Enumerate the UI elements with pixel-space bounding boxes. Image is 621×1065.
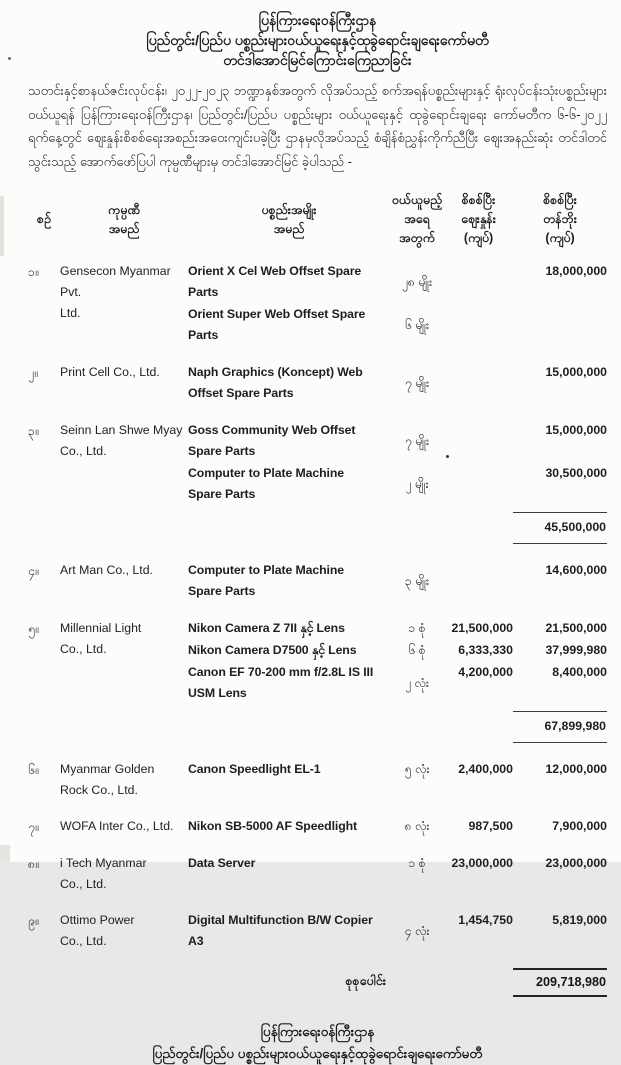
- scan-speck: [8, 57, 11, 60]
- company-name-line: Art Man Co., Ltd.: [60, 563, 153, 577]
- item-row: [188, 463, 607, 505]
- item-quantity: ၁ စုံ: [408, 856, 426, 870]
- item-name: Goss Community Web Offset Spare Parts: [188, 423, 356, 458]
- item-price: 6,333,330: [458, 643, 513, 657]
- company-name: [60, 420, 188, 545]
- item-price: 21,500,000: [451, 621, 513, 635]
- item-quantity: ၃ မျိုး: [404, 573, 430, 588]
- company-name-line: Ottimo Power: [60, 913, 135, 927]
- row-number: ၂။: [28, 366, 38, 380]
- table-row: [28, 420, 607, 545]
- company-name-line: Millennial Light: [60, 621, 142, 635]
- company-name-line: Co., Ltd.: [60, 877, 107, 891]
- item-quantity: ၅ လုံး: [404, 762, 430, 776]
- item-list: [188, 261, 607, 347]
- table-row: [28, 759, 607, 801]
- company-name-line: WOFA Inter Co., Ltd.: [60, 819, 174, 833]
- item-value: 5,819,000: [552, 913, 607, 927]
- item-row: [188, 816, 607, 837]
- title-line-ministry: ပြန်ကြားရေးဝန်ကြီးဌာန: [258, 12, 377, 28]
- table-row: [28, 853, 607, 895]
- item-name: Canon Speedlight EL-1: [188, 762, 321, 776]
- subtotal-row: [188, 711, 607, 743]
- row-number: ၆။: [28, 763, 39, 777]
- header-item: ပစ္စည်းအမျိုး အမည်: [261, 202, 317, 236]
- item-list: [188, 759, 607, 801]
- item-row: [188, 261, 607, 303]
- header-value: စိစစ်ပြီး တန်ဘိုး (ကျပ်): [543, 193, 577, 245]
- item-list: [188, 853, 607, 895]
- document-footer: [28, 1021, 607, 1065]
- item-row: [188, 853, 607, 874]
- item-quantity: ၂ လုံး: [404, 675, 430, 690]
- company-name-line: Gensecon Myanmar Pvt.: [60, 264, 171, 299]
- item-quantity: ၂ မျိုး: [405, 476, 429, 491]
- row-number: ၄။: [28, 564, 39, 578]
- item-name: Computer to Plate Machine Spare Parts: [188, 466, 345, 501]
- item-row: [188, 910, 607, 952]
- table-row: [28, 816, 607, 838]
- item-quantity: ၇ မျိုး: [404, 433, 430, 448]
- header-no: စဉ်: [37, 212, 51, 226]
- item-name: Naph Graphics (Koncept) Web Offset Spare Parts: [188, 365, 363, 400]
- company-name-line: Co., Ltd.: [60, 934, 107, 948]
- row-number: ၃။: [28, 424, 39, 438]
- row-number: ၁။: [28, 265, 39, 279]
- subtotal-row: [188, 512, 607, 544]
- item-price: 23,000,000: [451, 856, 513, 870]
- item-value: 30,500,000: [545, 466, 607, 480]
- item-quantity: ၈ လုံး: [404, 819, 430, 833]
- title-line-committee: ပြည်တွင်း/ပြည်ပ ပစ္စည်းများဝယ်ယူရေးနှင့်ထုခွဲရောင်းချရေးကော်မတီ: [146, 32, 489, 48]
- company-name-line: Seinn Lan Shwe Myay: [60, 423, 183, 437]
- item-quantity: ၂၈ မျိုး: [401, 274, 433, 289]
- item-row: [188, 420, 607, 462]
- company-name-line: Print Cell Co., Ltd.: [60, 365, 160, 379]
- company-name-line: Ltd.: [60, 306, 81, 320]
- item-name: Computer to Plate Machine Spare Parts: [188, 563, 345, 598]
- item-price: 2,400,000: [458, 762, 513, 776]
- grand-total-value: 209,718,980: [513, 968, 607, 997]
- company-name-line: i Tech Myanmar: [60, 856, 147, 870]
- company-name: [60, 853, 188, 895]
- item-value: 7,900,000: [552, 819, 607, 833]
- intro-paragraph: သတင်းနှင့်စာနယ်ဇင်းလုပ်ငန်း၊ ၂၀၂၂-၂၀၂၃ ဘဏ္ဍာနှစ်အတွက် လိုအပ်သည့် စက်အရန်ပစ္စည်းများနှင့် ရုံးလုပ်ငန်းသုံးပစ္စည်းများဝယ်ယူရန် ပြန်ကြားရေးဝန်ကြီးဌာန၊ ပြည်တွင်း/ပြည်ပ ပစ္စည်းများ ဝယ်ယူရေးနှင့် ထုခွဲရောင်းချရေး ကော်မတီက ၆-၆-၂၀၂၂ ရက်နေ့တွင် ဈေးနှုန်းစိစစ်ရေးအစည်းအဝေးကျင်းပခဲ့ပြီး ဌာနမှလိုအပ်သည့် စံချိန်စံညွှန်းကိုက်ညီပြီး ဈေးအနည်းဆုံး တင်ဒါတင်သွင်းသည့် အောက်ဖော်ပြပါ ကုမ္ပဏီများမှ တင်ဒါအောင်မြင် ခဲ့ပါသည် -: [28, 83, 607, 169]
- table-row: [28, 362, 607, 405]
- grand-total-label: စုစုပေါင်း: [345, 973, 386, 988]
- company-name: [60, 560, 188, 603]
- row-number: ၅။: [28, 622, 39, 636]
- item-row: [188, 618, 607, 639]
- item-value: 15,000,000: [545, 423, 607, 437]
- company-name: [60, 362, 188, 405]
- item-price: 1,454,750: [458, 913, 513, 927]
- item-name: Data Server: [188, 856, 256, 870]
- item-row: [188, 304, 607, 346]
- company-name-line: Rock Co., Ltd.: [60, 783, 138, 797]
- scan-smudge: [0, 845, 10, 862]
- table-row: [28, 560, 607, 603]
- company-name-line: Co., Ltd.: [60, 444, 107, 458]
- item-name: Nikon Camera D7500 နှင့် Lens: [188, 643, 357, 657]
- item-price: 4,200,000: [458, 665, 513, 679]
- row-number: ၈။: [28, 857, 39, 871]
- scan-smudge: [0, 196, 4, 256]
- table-body: [28, 261, 607, 953]
- item-name: Orient Super Web Offset Spare Parts: [188, 307, 366, 342]
- item-name: Digital Multifunction B/W Copier A3: [188, 913, 373, 948]
- subtotal-value: 67,899,980: [513, 711, 607, 743]
- item-name: Nikon SB-5000 AF Speedlight: [188, 819, 358, 833]
- row-number: ၉။: [28, 914, 39, 928]
- header-company: ကုမ္ပဏီ အမည်: [108, 202, 140, 236]
- item-row: [188, 759, 607, 780]
- company-name-line: Co., Ltd.: [60, 642, 107, 656]
- title-line-announcement: တင်ဒါအောင်မြင်ကြောင်းကြေညာခြင်း: [223, 52, 412, 68]
- header-quantity: ဝယ်ယူမည့် အရေ အတွက်: [391, 193, 443, 245]
- item-value: 37,999,980: [545, 643, 607, 657]
- item-name: Nikon Camera Z 7II နှင့် Lens: [188, 621, 345, 635]
- item-list: [188, 560, 607, 603]
- item-quantity: ၆ စုံ: [408, 643, 426, 657]
- item-name: Orient X Cel Web Offset Spare Parts: [188, 264, 362, 299]
- company-name-line: Myanmar Golden: [60, 762, 155, 776]
- footer-line-committee: ပြည်တွင်း/ပြည်ပ ပစ္စည်းများဝယ်ယူရေးနှင့်ထုခွဲရောင်းချရေးကော်မတီ: [152, 1046, 483, 1061]
- item-value: 8,400,000: [552, 665, 607, 679]
- item-value: 15,000,000: [545, 365, 607, 379]
- company-name: [60, 261, 188, 347]
- item-row: [188, 560, 607, 602]
- item-list: [188, 618, 607, 744]
- item-value: 21,500,000: [545, 621, 607, 635]
- document-title: [28, 10, 607, 70]
- item-list: [188, 420, 607, 545]
- grand-total-row: [28, 968, 607, 997]
- item-value: 12,000,000: [545, 762, 607, 776]
- row-number: ၇။: [28, 820, 39, 834]
- table-row: [28, 261, 607, 347]
- company-name: [60, 759, 188, 801]
- item-quantity: ၄ လုံး: [404, 923, 430, 938]
- item-name: Canon EF 70-200 mm f/2.8L IS III USM Lens: [188, 665, 374, 700]
- item-row: [188, 362, 607, 404]
- scan-speck: [446, 455, 449, 458]
- table-row: [28, 618, 607, 744]
- item-quantity: ၁ စုံ: [408, 621, 426, 635]
- subtotal-value: 45,500,000: [513, 512, 607, 544]
- item-list: [188, 816, 607, 838]
- footer-line-ministry: ပြန်ကြားရေးဝန်ကြီးဌာန: [260, 1024, 375, 1039]
- company-name: [60, 618, 188, 744]
- table-row: [28, 910, 607, 953]
- item-quantity: ၇ မျိုး: [404, 375, 430, 390]
- item-row: [188, 640, 607, 661]
- table-header-row: [28, 191, 607, 248]
- company-name: [60, 910, 188, 953]
- item-quantity: ၆ မျိုး: [404, 317, 430, 332]
- item-price: 987,500: [468, 819, 513, 833]
- header-price: စိစစ်ပြီး ဈေးနှုန်း (ကျပ်): [461, 193, 496, 245]
- item-value: 14,600,000: [545, 563, 607, 577]
- item-value: 18,000,000: [545, 264, 607, 278]
- item-row: [188, 662, 607, 704]
- item-list: [188, 362, 607, 405]
- item-value: 23,000,000: [545, 856, 607, 870]
- item-list: [188, 910, 607, 953]
- company-name: [60, 816, 188, 838]
